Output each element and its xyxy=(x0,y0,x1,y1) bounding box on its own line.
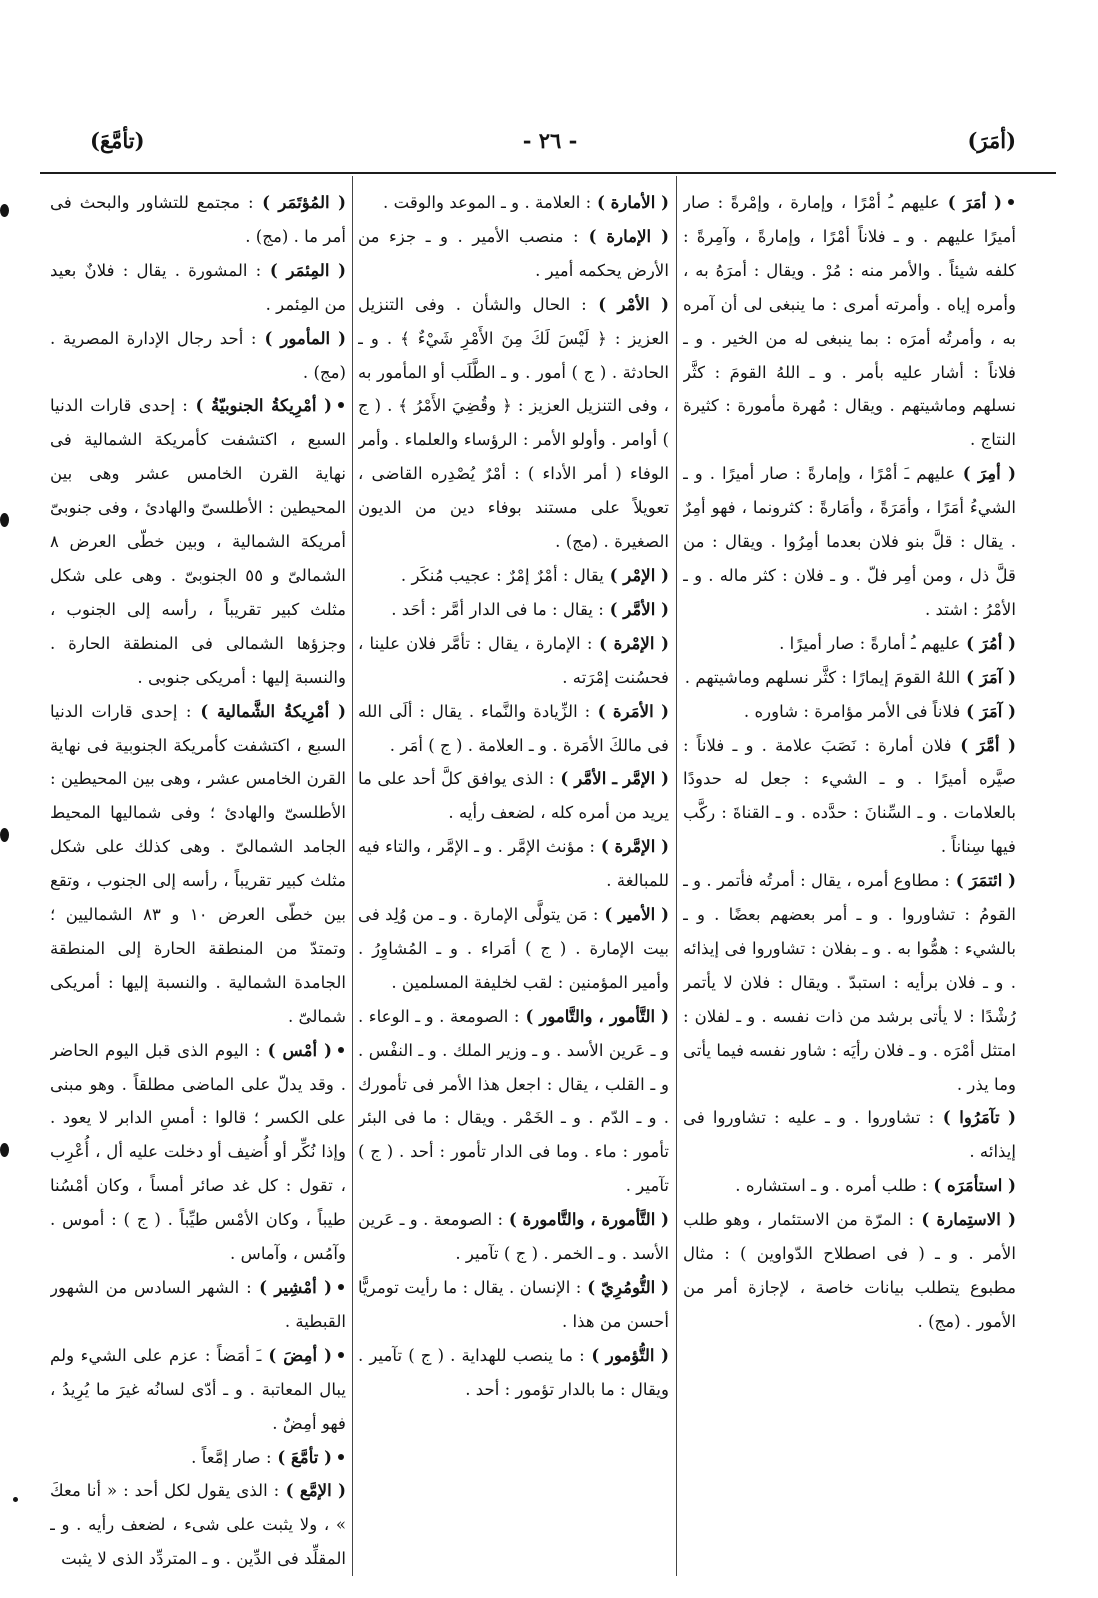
entry xyxy=(683,186,1016,457)
definition: : مؤنث الإمَّر . و ـ الإمَّر ، والتاء فيه للمبالغة . xyxy=(358,837,669,891)
definition: : إحدى قارات الدنيا السبع ، اكتشفت كأمريكة الجنوبية فى نهاية القرن الخامس عشر ، وهى بين المحيطين : الأطلسىّ والهادئ ؛ وفى شماليها المحيط الجامد الشمالىّ . وهى كذلك على شكل مثلث كبير تقريباً ، رأسه إلى الجنوب ، وتقع بين خطّى العرض ١٠ و ٨٣ الشماليين ؛ وتمتدّ من المنطقة الحارة إلى المنطقة الجامدة الشمالية . والنسبة إليها : أمريكى شمالىّ . xyxy=(50,701,346,1026)
definition: : الزِّيادة والنَّماء . يقال : ألَى الله فى مالكَ الأمَرة . و ـ العلامة . ( ج ) أمَر . xyxy=(358,701,669,755)
definition: : اليوم الذى قبل اليوم الحاضر . وقد يدلّ على الماضى مطلقاً . وهو مبنى على الكسر ؛ قالوا : أمسِ الدابر لا يعود . وإذا نُكِّر أو أُضيف أو دخلت عليه أل ، أُعْرِب ، تقول : كل غد صائر أمساً ، وكان أمْسُنا طيباً ، وكان الأمْس طيِّباً . ( ج ) : أموس . وآمُس ، وآماس . xyxy=(50,1040,346,1264)
entry xyxy=(358,1000,669,1203)
definition: : الإنسان . يقال : ما رأيت تومريًّا أحسن من هذا . xyxy=(358,1278,669,1331)
headword: ( الإمْرة ) xyxy=(592,632,669,653)
entry xyxy=(50,1271,346,1339)
definition: : الحال والشأن . وفى التنزيل العزيز : ﴿ لَيْسَ لَكَ مِنَ الأَمْرِ شَيْءٌ ﴾ . و ـ الحادثة . ( ج ) أمور . و ـ الطَّلَب أو المأمور به ، وفى التنزيل العزيز : ﴿ وقُضِيَ الأَمْرُ ﴾ . ( ج ) أوامر . وأولو الأمر : الرؤساء والعلماء . وأمر الوفاء ( أمر الأداء ) : أمْرٌ يُصْدِره القاضى ، تعويلاً على مستند بوفاء دين من الديون الصغيرة . (مج) . xyxy=(358,294,669,552)
entry xyxy=(50,186,346,254)
entry xyxy=(358,762,669,830)
headword: ( ائتمَرَ ) xyxy=(949,870,1016,891)
column-divider xyxy=(352,176,353,1576)
entry xyxy=(358,898,669,1000)
definition: فلاناً فى الأمر مؤامرة : شاوره . xyxy=(743,701,961,721)
column-right xyxy=(683,186,1016,1571)
definition: : العلامة . و ـ الموعد والوقت . xyxy=(383,193,592,212)
definition: : تشاوروا . و ـ عليه : تشاوروا فى إيذائه . xyxy=(683,1108,1016,1162)
entry xyxy=(50,695,346,1034)
entry xyxy=(50,254,346,322)
page-header xyxy=(38,128,1062,172)
headword: ( آمَرَ ) xyxy=(960,666,1016,687)
headword: ( أمْس ) xyxy=(260,1039,332,1060)
entry xyxy=(358,1339,669,1407)
entry xyxy=(683,695,1016,729)
definition: عليهم ـُ أمارةً : صار أميرًا . xyxy=(779,633,961,653)
scan-mark xyxy=(0,204,9,217)
entry xyxy=(358,220,669,288)
headword: ( الإمْر ) xyxy=(603,564,669,585)
guide-word-last: (تأمَّعَ) xyxy=(90,128,145,153)
definition: يقال : أمْرٌ إمْرٌ : عجيب مُنكَر . xyxy=(400,565,604,585)
entry xyxy=(683,457,1016,627)
headword: ( التُّومُرِيّ ) xyxy=(581,1277,669,1297)
definition: ـَ أمَضاً : عزم على الشيء ولم يبال المعاتبة . و ـ أدّى لسانُه غيرَ ما يُرِيدُ ، فهو أمِضٌ . xyxy=(50,1345,346,1433)
headword: ( الإمَّع ) xyxy=(279,1480,346,1501)
definition: : الصومعة . و ـ الوعاء . و ـ عَرين الأسد . و ـ وزير الملك . و ـ النفْس . و ـ القلب ، يقال : اجعل هذا الأمر فى تأمورك . و ـ الدّم . و ـ الخَمْر . ويقال : ما فى البئر تأمور : ماء . وما فى الدار تأمور : أحد . ( ج ) تآمير . xyxy=(358,1006,669,1196)
entry xyxy=(50,1339,346,1441)
header-rule xyxy=(40,172,1056,174)
headword: ( المأمور ) xyxy=(256,327,346,348)
entry xyxy=(50,389,346,694)
entry xyxy=(683,729,1016,865)
headword: ( أمَرَ ) xyxy=(939,192,1002,212)
definition: : صار إمَّعاً . xyxy=(191,1447,272,1467)
definition: : مَن يتولَّى الإمارة . و ـ من وُلِد فى بيت الإمارة . ( ج ) أمَراء . و ـ المُشاوِرُ . وأمير المؤمنين : لقب لخليفة المسلمين . xyxy=(358,905,669,992)
definition: : الذى يوافق كلَّ أحد على ما يريد من أمره كله ، لضعف رأيه . xyxy=(358,769,669,823)
bullet-icon xyxy=(338,1284,344,1290)
scan-mark xyxy=(0,513,9,527)
definition: عليهم ـَ أمْرًا ، وإمارةً : صار أميرًا . و ـ الشيءُ أمَرًا ، وأمَرَةً ، وأمَارةً : كثرونما ، فهو أمِرٌ . يقال : قلَّ بنو فلان بعدما أمِرُوا . ويقال : من قلَّ ذل ، ومن أمِر فلّ . و ـ فلان : كثر ماله . و ـ الأمْرُ : اشتد . xyxy=(683,464,1016,619)
bullet-icon xyxy=(338,1352,344,1358)
entry xyxy=(683,1101,1016,1169)
headword: ( المِئمَر ) xyxy=(261,259,346,280)
column-middle xyxy=(358,186,669,1571)
headword: ( أمْرِيكةُ الجنوبيّةُ ) xyxy=(187,395,332,416)
bullet-icon xyxy=(338,1047,344,1053)
scan-mark xyxy=(0,828,9,842)
definition: : المشورة . يقال : فلانٌ بعيد من المِئمر . xyxy=(50,260,346,314)
entry xyxy=(50,1034,346,1271)
entry xyxy=(683,1203,1016,1339)
column-divider xyxy=(676,176,677,1576)
definition: : إحدى قارات الدنيا السبع ، اكتشفت كأمريكة الشمالية فى نهاية القرن الخامس عشر وهى بين المحيطين : الأطلسىّ والهادئ ، وفى جنوبىّ أمريكة الشمالية ، وبين خطّى العرض ٨ الشمالىّ و ٥٥ الجنوبىّ . وهى على شكل مثلث كبير تقريباً ، رأسه إلى الجنوب ، وجزؤها الشمالى فى المنطقة الحارة . والنسبة إليها : أمريكى جنوبى . xyxy=(50,396,346,687)
headword: ( أمُرَ ) xyxy=(960,632,1016,653)
bullet-icon xyxy=(338,402,344,408)
headword: ( أمِضَ ) xyxy=(261,1344,332,1365)
entry xyxy=(358,627,669,695)
headword: ( أمْشِير ) xyxy=(251,1277,333,1297)
headword: ( الأمَّر ) xyxy=(603,598,669,619)
entry xyxy=(50,1441,346,1475)
headword: ( آمَرَ ) xyxy=(960,700,1016,721)
headword: ( الأمارة ) xyxy=(591,192,669,212)
headword: ( التُّؤمور ) xyxy=(584,1344,669,1365)
headword: ( التَّأمور ، والتَّامور ) xyxy=(519,1005,669,1026)
definition: اللهُ القومَ إيمارًا : كثَّر نسلهم وماشيتهم . xyxy=(684,667,961,687)
guide-word-first: (أمَرَ) xyxy=(967,128,1016,153)
definition: عليهم ـُ أمْرًا ، وإمارة ، وإمْرةً : صار أميرًا عليهم . و ـ فلاناً أمْرًا ، وإمارةً ، وآمِرةً : كلفه شيئاً . والأمر منه : مُرْ . ويقال : أمرَهُ به ، وأمره إياه . وأمرته أمرى : ما ينبغى لى أن آمره به ، وأمرتُه أمرَه : بما ينبغى له من الخير . و ـ فلاناً : أشار عليه بأمر . و ـ اللهُ القومَ : كثَّر نسلهم وماشيتهم . ويقال : مُهرة مأمورة : كثيرة النتاج . xyxy=(683,193,1016,450)
headword: ( أمِرَ ) xyxy=(955,463,1016,484)
entry xyxy=(358,830,669,898)
definition: : المرّة من الاستئمار ، وهو طلب الأمر . و ـ ( فى اصطلاح الدّواوين ) : مثال مطبوع يتطلب بيانات خاصة ، لإجازة أمر من الأمور . (مج) . xyxy=(683,1210,1016,1331)
definition: : منصب الأمير . و ـ جزء من الأرض يحكمه أمير . xyxy=(358,226,669,280)
definition: : مطاوع أمره ، يقال : أمرتُه فأتمر . و ـ القومُ : تشاوروا . و ـ أمر بعضهم بعضًا . و ـ بالشيء : همُّوا به . و ـ بفلان : تشاوروا فى إيذائه . و ـ فلان برأيه : استبدّ . ويقال : فلان لا يأتمر رُشْدًا : لا يأتى برشد من ذات نفسه . و ـ لفلان : امتثل أمْرَه . و ـ فلان رأيَه : شاور نفسه فيما يأتى وما يذر . xyxy=(683,871,1016,1094)
entry xyxy=(358,593,669,627)
headword: ( الأمَرة ) xyxy=(590,700,669,721)
definition: : يقال : ما فى الدار أمَّر : أحَد . xyxy=(391,599,604,619)
headword: ( الإمارة ) xyxy=(578,225,669,246)
headword: ( المُؤتَمَر ) xyxy=(253,192,346,212)
scan-mark xyxy=(13,1497,18,1502)
column-left xyxy=(50,186,346,1571)
definition: : أحد رجال الإدارة المصرية . (مج) . xyxy=(50,328,346,382)
headword: ( الإمَّر ـ الأمَّر ) xyxy=(554,768,669,789)
headword: ( أمَّرَ ) xyxy=(951,734,1016,755)
definition: : طلب أمره . و ـ استشاره . xyxy=(735,1176,928,1196)
page-number: - ٢٦ - xyxy=(522,128,578,153)
entry xyxy=(358,186,669,220)
headword: ( تأمَّعَ ) xyxy=(271,1446,332,1467)
definition: : الصومعة . و ـ عَرين الأسد . و ـ الخمر . ( ج ) تآمير . xyxy=(358,1210,669,1264)
bullet-icon xyxy=(1008,199,1014,205)
headword: ( الأمير ) xyxy=(598,904,669,925)
entry xyxy=(358,1271,669,1339)
headword: ( التَّأمورة ، والتَّامورة ) xyxy=(503,1209,669,1230)
scan-mark xyxy=(0,1143,9,1157)
entry xyxy=(50,322,346,390)
entry xyxy=(358,559,669,593)
entry xyxy=(683,661,1016,695)
headword: ( أمْرِيكةُ الشَّمالية ) xyxy=(191,700,346,721)
headword: ( استأمَرَه ) xyxy=(927,1175,1016,1196)
entry xyxy=(50,1474,346,1571)
entry xyxy=(358,1203,669,1271)
entry xyxy=(683,864,1016,1101)
definition: فلان أمارة : نَصَبَ علامة . و ـ فلاناً : صيَّره أميرًا . و ـ الشيء : جعل له حدودًا بالعلامات . و ـ السِّنانَ : حدَّده . و ـ القناةَ : ركَّب فيها سِناناً . xyxy=(683,735,1016,857)
headword: ( تآمَرُوا ) xyxy=(934,1107,1016,1128)
headword: ( الأمْر ) xyxy=(586,293,669,314)
headword: ( الإمَّرة ) xyxy=(595,836,669,857)
entry xyxy=(358,288,669,559)
definition: : ما ينصب للهداية . ( ج ) تآمير . ويقال : ما بالدار تؤمور : أحد . xyxy=(358,1345,669,1399)
entry xyxy=(683,1169,1016,1203)
definition: : الإمارة ، يقال : تأمَّر فلان علينا ، فحسُنت إمْرَته . xyxy=(358,633,669,687)
definition: : مجتمع للتشاور والبحث فى أمر ما . (مج) . xyxy=(50,193,346,246)
bullet-icon xyxy=(338,1454,344,1460)
definition: : الشهر السادس من الشهور القبطية . xyxy=(50,1278,346,1331)
entry xyxy=(683,627,1016,661)
headword: ( الاستِمارة ) xyxy=(914,1209,1016,1230)
entry xyxy=(358,695,669,763)
definition: : الذى يقول لكل أحد : « أنا معكَ » ، ولا يثبت على شىء ، لضعف رأيه . و ـ المقلِّد فى الدِّين . و ـ المتردِّد الذى لا يثبت xyxy=(50,1481,346,1569)
